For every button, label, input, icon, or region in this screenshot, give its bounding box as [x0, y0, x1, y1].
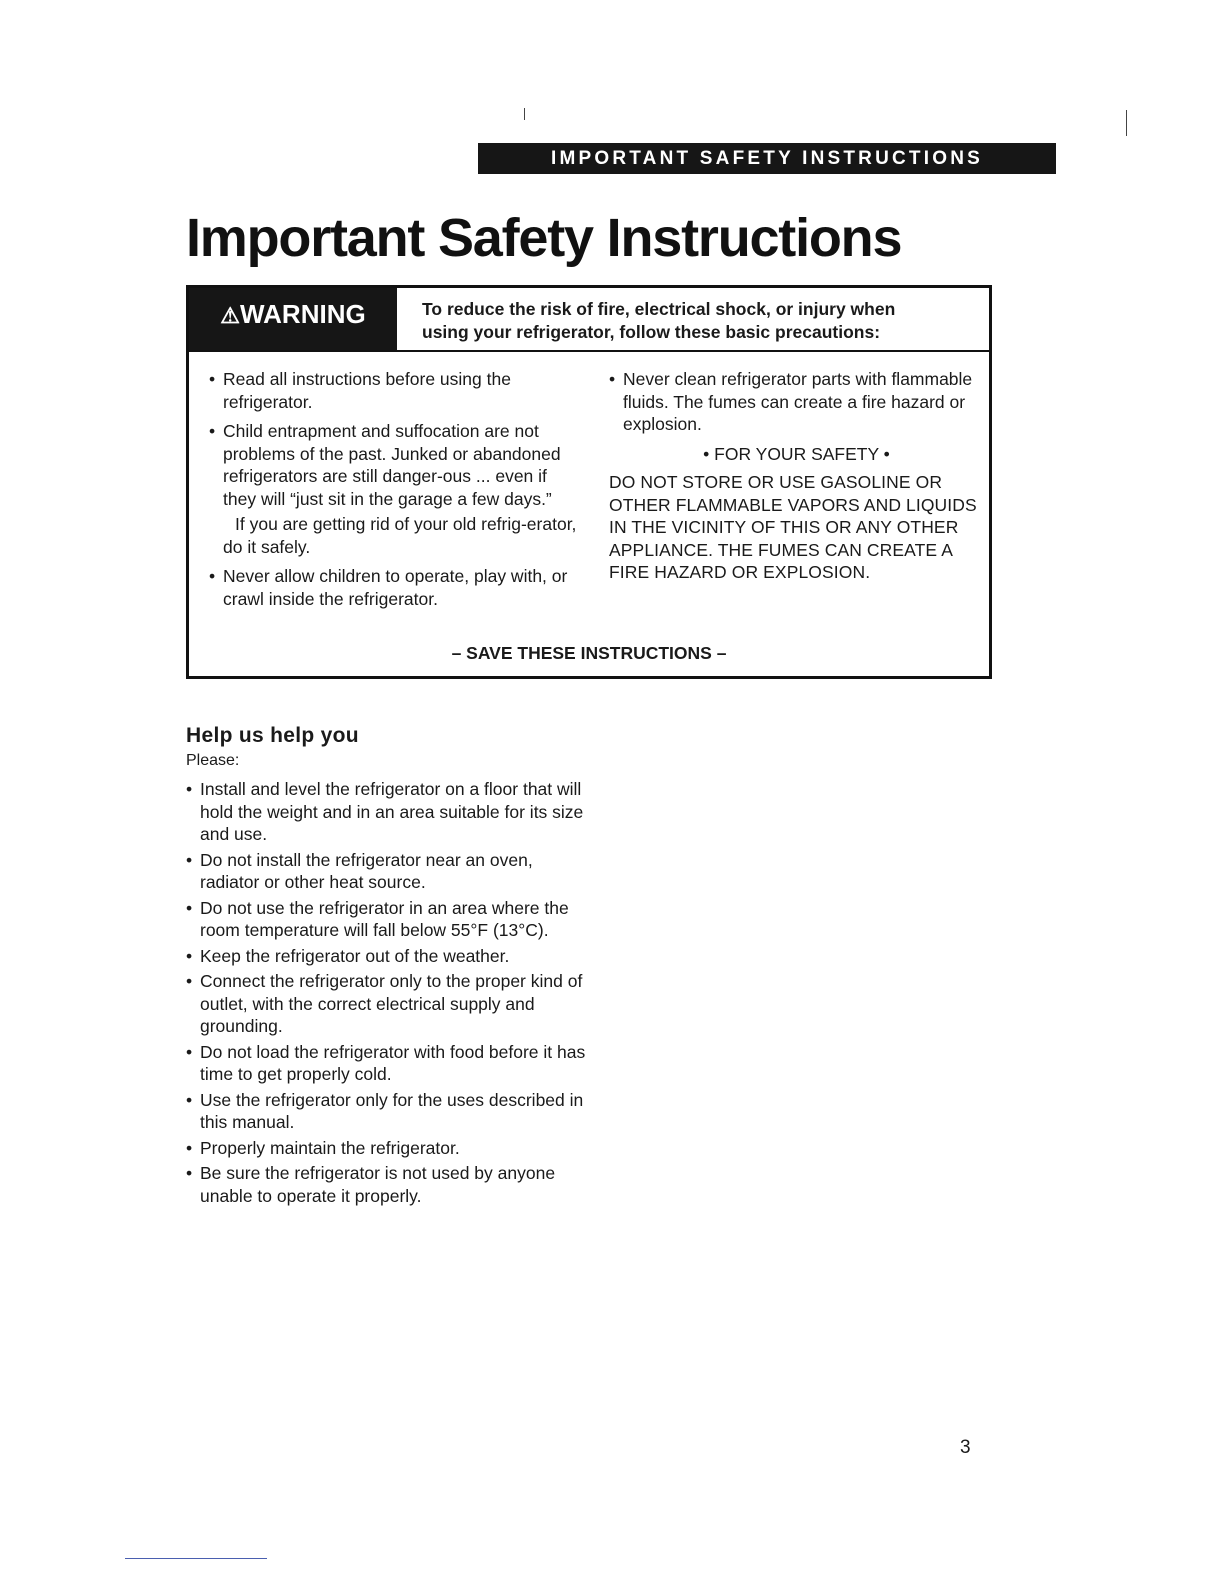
list-item-text: Connect the refrigerator only to the proper kind of outlet, with the correct electrical supply and grounding.	[200, 971, 583, 1036]
list-item-text: Read all instructions before using the refrigerator.	[223, 369, 511, 412]
list-item-text: Never clean refrigerator parts with flammable fluids. The fumes can create a fire hazard or explosion.	[623, 369, 973, 434]
bullet: •	[186, 1137, 193, 1158]
list-item	[186, 1041, 586, 1086]
list-item-text: Do not use the refrigerator in an area where the room temperature will fall below 55°F (13°C).	[200, 897, 569, 940]
list-item	[186, 945, 586, 968]
list-item	[186, 1137, 586, 1160]
list-item	[186, 778, 586, 846]
list-item	[209, 368, 579, 413]
list-item-text: Do not load the refrigerator with food before it has time to get properly cold.	[200, 1041, 586, 1084]
warning-intro	[422, 298, 982, 344]
list-item-text: Do not install the refrigerator near an oven, radiator or other heat source.	[200, 849, 533, 892]
caps-warning: DO NOT STORE OR USE GASOLINE OR OTHER FLAMMABLE VAPORS AND LIQUIDS IN THE VICINITY OF THIS OR ANY OTHER APPLIANCE. THE FUMES CAN CREATE A FIRE HAZARD OR EXPLOSION.	[609, 472, 977, 582]
warning-intro-line: using your refrigerator, follow these basic precautions:	[422, 322, 881, 342]
bullet: •	[209, 369, 216, 389]
warning-triangle-icon: ⚠	[220, 303, 241, 328]
warning-header	[189, 288, 989, 352]
help-section	[186, 724, 586, 1210]
help-heading: Help us help you	[186, 724, 359, 747]
bullet: •	[209, 421, 216, 441]
list-item	[186, 970, 586, 1038]
warning-label-text: WARNING	[240, 299, 366, 329]
bullet: •	[186, 971, 193, 991]
bullet: •	[186, 779, 193, 799]
bullet: •	[186, 897, 193, 918]
section-banner: IMPORTANT SAFETY INSTRUCTIONS	[478, 143, 1056, 174]
bullet: •	[609, 369, 616, 389]
bullet: •	[186, 1041, 193, 1062]
crop-mark	[1126, 110, 1127, 136]
bullet: •	[186, 1089, 193, 1110]
for-your-safety-heading: • FOR YOUR SAFETY •	[703, 443, 890, 464]
warning-intro-line: To reduce the risk of fire, electrical shock, or injury when	[422, 299, 896, 319]
list-item-text: Install and level the refrigerator on a floor that will hold the weight and in an area suitable for its size and use.	[200, 779, 584, 844]
footer-rule	[125, 1558, 267, 1559]
bullet: •	[186, 945, 193, 966]
list-item	[209, 420, 579, 510]
sub-paragraph: If you are getting rid of your old refrig-erator, do it safely.	[223, 514, 577, 557]
page-number: 3	[960, 1437, 971, 1458]
bullet: •	[209, 566, 216, 586]
list-item	[186, 897, 586, 942]
list-item	[609, 368, 984, 436]
page-title: Important Safety Instructions	[186, 208, 902, 268]
warning-label	[189, 288, 397, 350]
warning-box	[186, 285, 992, 679]
list-item	[186, 849, 586, 894]
crop-mark	[524, 108, 525, 120]
list-item-text: Child entrapment and suffocation are not problems of the past. Junked or abandoned refrigerators are still danger-ous ... even if they will “just sit in the garage a few days.”	[223, 421, 561, 509]
list-item-text: Never allow children to operate, play with, or crawl inside the refrigerator.	[223, 566, 568, 609]
warning-left-column	[209, 368, 579, 617]
list-item-text: Be sure the refrigerator is not used by anyone unable to operate it properly.	[200, 1163, 556, 1206]
list-item-text: Properly maintain the refrigerator.	[200, 1137, 460, 1158]
list-item-text: Keep the refrigerator out of the weather.	[200, 945, 510, 966]
list-item	[209, 565, 579, 610]
bullet: •	[186, 1163, 193, 1183]
help-list	[186, 778, 586, 1207]
list-item	[186, 1162, 586, 1207]
list-item-text: Use the refrigerator only for the uses described in this manual.	[200, 1089, 584, 1132]
save-instructions: – SAVE THESE INSTRUCTIONS –	[451, 643, 727, 663]
list-item	[186, 1089, 586, 1134]
bullet: •	[186, 849, 193, 870]
help-please: Please:	[186, 752, 240, 769]
warning-right-column	[609, 368, 984, 584]
